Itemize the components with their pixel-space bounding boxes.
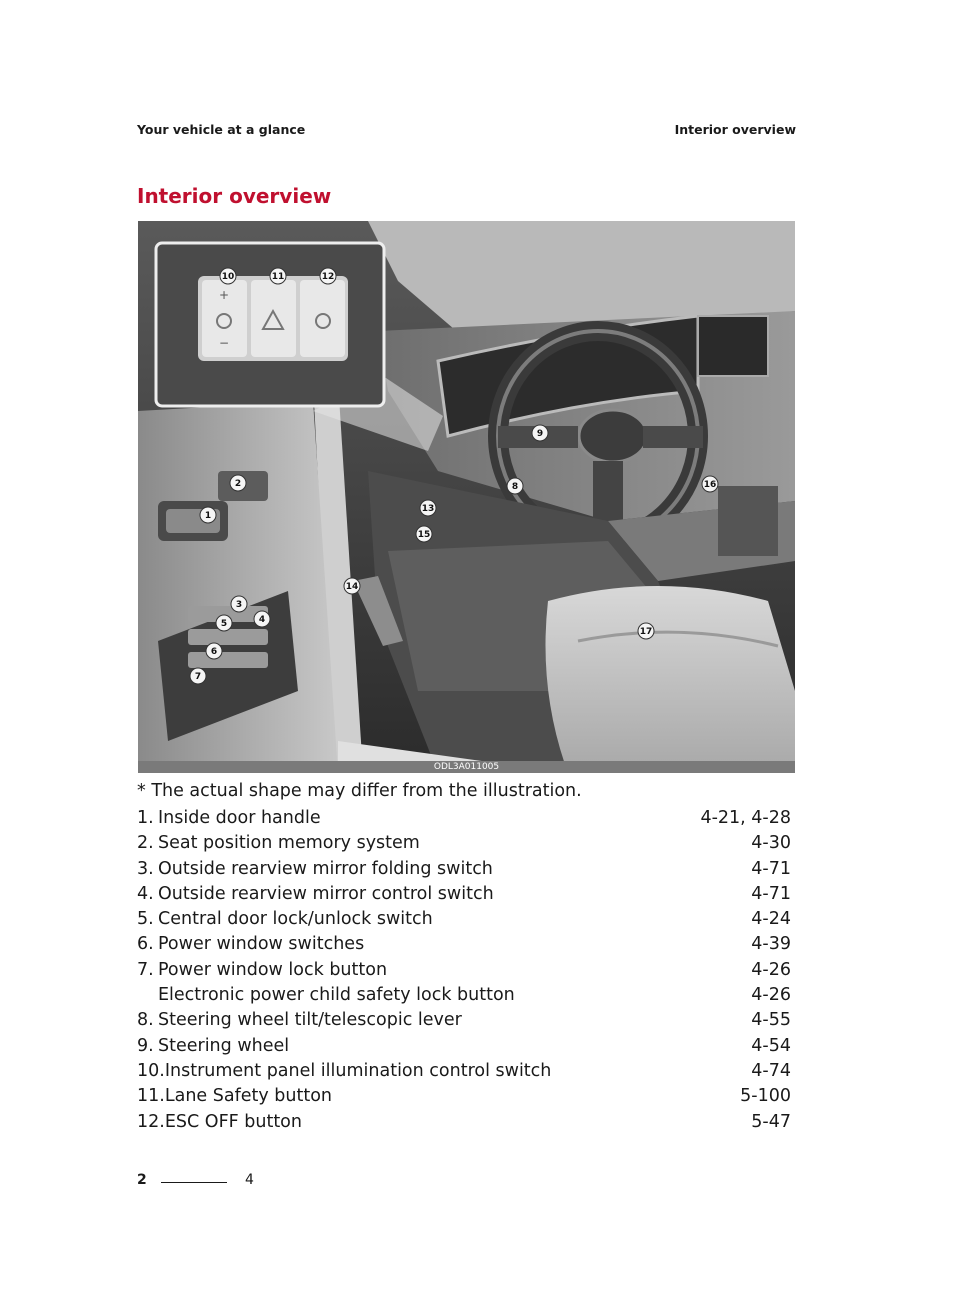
interior-illustration xyxy=(138,221,795,773)
figure-callout xyxy=(702,476,718,492)
svg-text:1: 1 xyxy=(204,511,212,521)
figure-callout xyxy=(200,507,216,523)
svg-text:17: 17 xyxy=(639,627,653,637)
page-reference: 4-71 xyxy=(751,858,791,879)
figure-callout xyxy=(420,500,436,516)
figure-callout xyxy=(230,475,246,491)
svg-text:9: 9 xyxy=(536,429,544,439)
svg-text:+: + xyxy=(218,288,230,302)
page-reference: 4-55 xyxy=(751,1010,791,1031)
svg-text:11: 11 xyxy=(271,272,285,282)
svg-text:16: 16 xyxy=(703,480,717,490)
list-item: 9. Steering wheel 4-54 xyxy=(137,1034,791,1059)
list-item: 4. Outside rearview mirror control switch 4-71 xyxy=(137,882,791,907)
list-item: 5. Central door lock/unlock switch 4-24 xyxy=(137,907,791,932)
figure-callout xyxy=(190,668,206,684)
svg-text:12: 12 xyxy=(321,272,335,282)
list-item: 11.Lane Safety button 5-100 xyxy=(137,1084,791,1109)
figure-callout xyxy=(216,615,232,631)
svg-text:14: 14 xyxy=(345,582,359,592)
list-item: 10.Instrument panel illumination control switch 4-74 xyxy=(137,1059,791,1084)
svg-text:4: 4 xyxy=(258,615,266,625)
svg-text:−: − xyxy=(218,336,230,350)
interior-illustration-drawing xyxy=(138,221,795,773)
item-list xyxy=(137,806,791,1135)
figure-callout xyxy=(344,578,360,594)
inset-callout xyxy=(270,268,286,284)
list-item: Electronic power child safety lock button 4-26 xyxy=(137,983,791,1008)
figure-callout xyxy=(231,596,247,612)
figure-callout xyxy=(416,526,432,542)
list-item: 12.ESC OFF button 5-47 xyxy=(137,1110,791,1135)
figure-callout xyxy=(532,425,548,441)
page-reference: 4-71 xyxy=(751,883,791,904)
page-reference: 5-100 xyxy=(740,1086,791,1107)
svg-text:5: 5 xyxy=(220,619,228,629)
inset-callout xyxy=(220,268,236,284)
page-reference: 4-21, 4-28 xyxy=(700,808,791,828)
list-item: 1. Inside door handle 4-21, 4-28 xyxy=(137,806,791,831)
page-reference: 4-74 xyxy=(751,1060,791,1081)
svg-text:8: 8 xyxy=(511,482,519,492)
svg-text:3: 3 xyxy=(235,600,243,610)
illustration-note: * The actual shape may differ from the illustration. xyxy=(137,781,582,801)
page-footer xyxy=(137,1172,254,1188)
list-item: 7. Power window lock button 4-26 xyxy=(137,958,791,983)
page-reference: 4-26 xyxy=(751,959,791,980)
page-reference: 4-39 xyxy=(751,934,791,955)
list-item: 2. Seat position memory system 4-30 xyxy=(137,831,791,856)
page-reference: 4-24 xyxy=(751,909,791,930)
figure-callout xyxy=(638,623,654,639)
svg-text:2: 2 xyxy=(234,479,242,489)
svg-text:10: 10 xyxy=(221,272,235,282)
svg-text:6: 6 xyxy=(210,647,218,657)
footer-divider xyxy=(161,1182,227,1183)
figure-callout xyxy=(254,611,270,627)
page-reference: 5-47 xyxy=(751,1111,791,1132)
svg-text:15: 15 xyxy=(417,530,431,540)
figure-code: ODL3A011005 xyxy=(433,762,500,772)
running-header-chapter: Your vehicle at a glance xyxy=(137,122,306,137)
page-reference: 4-26 xyxy=(751,985,791,1006)
list-item: 8. Steering wheel tilt/telescopic lever 4-55 xyxy=(137,1008,791,1033)
list-item: 3. Outside rearview mirror folding switch 4-71 xyxy=(137,857,791,882)
figure-callout xyxy=(206,643,222,659)
page-number: 4 xyxy=(245,1172,254,1188)
chapter-number: 2 xyxy=(137,1172,147,1188)
figure-callout xyxy=(507,478,523,494)
svg-text:7: 7 xyxy=(194,672,202,682)
running-header-section: Interior overview xyxy=(674,122,796,137)
page-reference: 4-30 xyxy=(751,833,791,854)
inset-callout xyxy=(320,268,336,284)
section-title: Interior overview xyxy=(137,184,332,208)
svg-text:13: 13 xyxy=(421,504,435,514)
list-item: 6. Power window switches 4-39 xyxy=(137,932,791,957)
page-reference: 4-54 xyxy=(751,1035,791,1056)
